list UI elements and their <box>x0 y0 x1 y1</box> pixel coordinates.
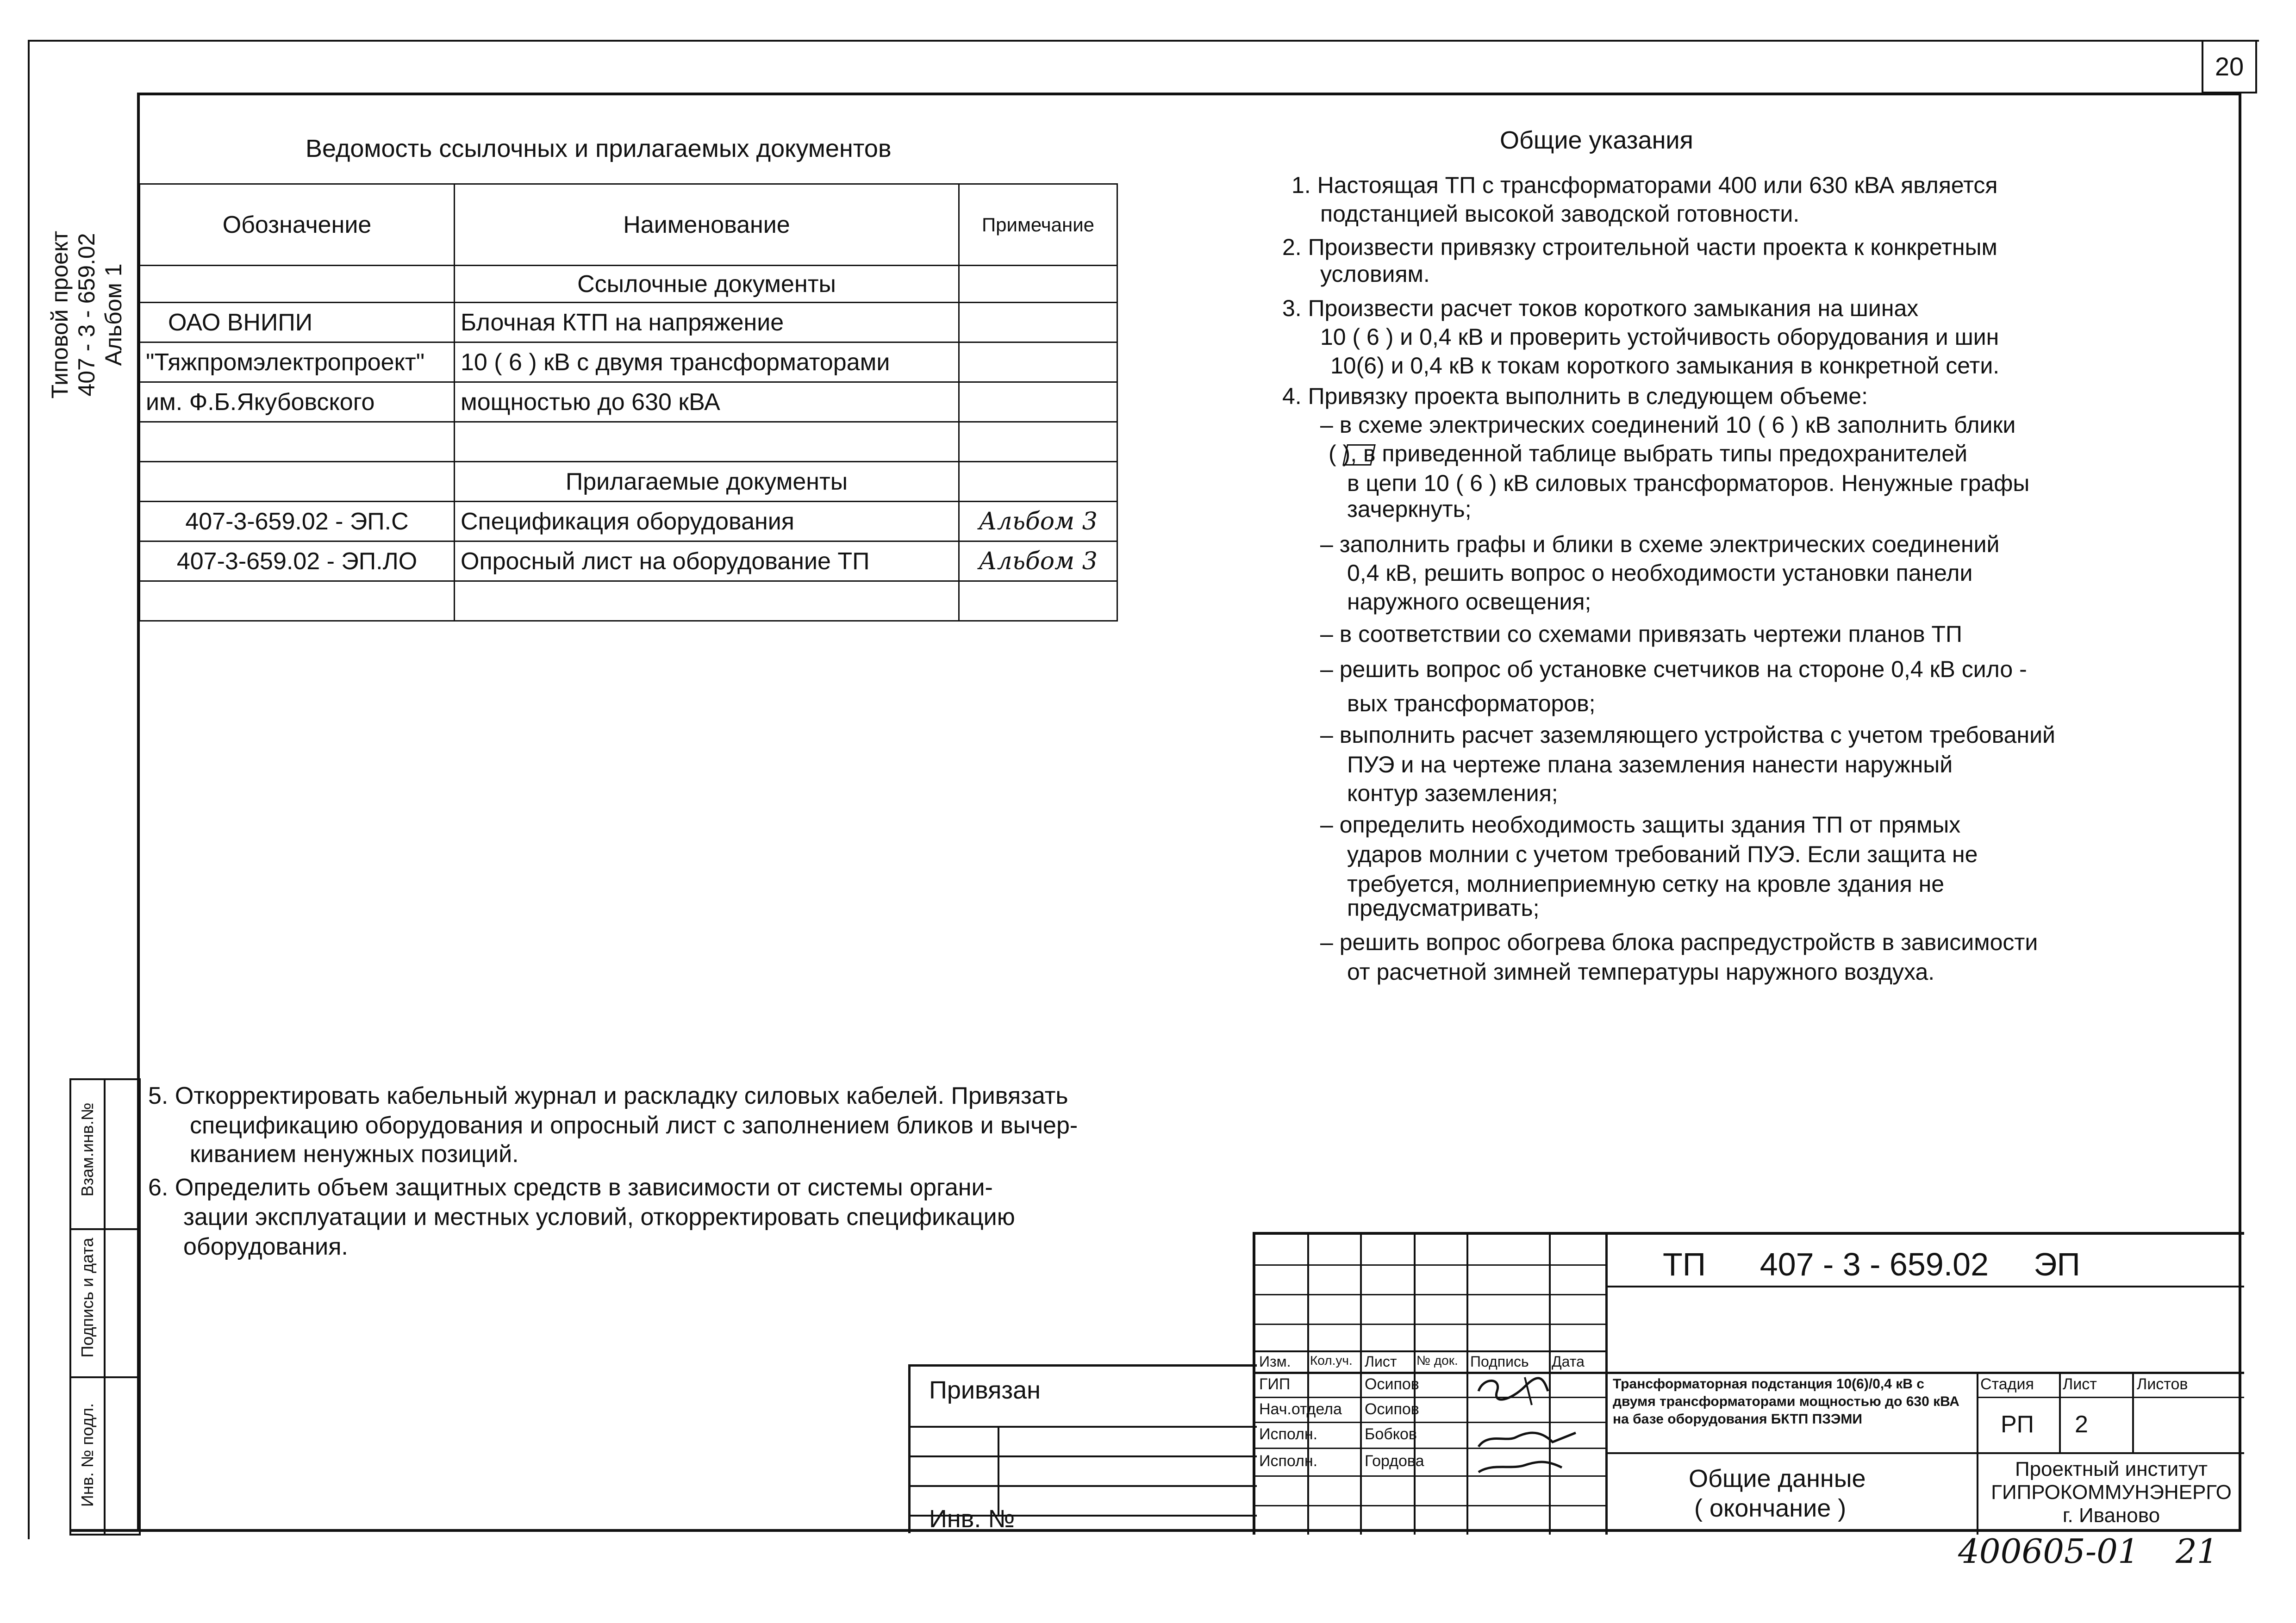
col-header-list: Лист <box>1365 1353 1397 1370</box>
general-line: наружного освещения; <box>1347 589 1591 615</box>
note-line: 6. Определить объем защитных средств в зависимости от системы органи- <box>148 1174 993 1201</box>
general-line: ПУЭ и на чертеже плана заземления нанести наружный <box>1347 752 1953 777</box>
general-line: зачеркнуть; <box>1347 496 1472 522</box>
ref-name: Блочная КТП на напряжение <box>455 303 959 342</box>
ref-name: мощностью до 630 кВА <box>455 382 959 422</box>
table-row <box>140 541 1117 581</box>
general-line: 10(6) и 0,4 кВ к токам короткого замыкания в конкретной сети. <box>1330 353 2000 379</box>
ref-header-designation: Обозначение <box>140 184 455 266</box>
left-stamp <box>69 1078 141 1536</box>
role-person: Бобков <box>1365 1425 1417 1443</box>
role-label: ГИП <box>1259 1375 1291 1393</box>
table-row <box>140 502 1117 541</box>
general-line: подстанцией высокой заводской готовности. <box>1320 201 1800 227</box>
sheets-label: Листов <box>2137 1375 2188 1393</box>
role-person: Гордова <box>1365 1452 1424 1470</box>
att-note: Альбом 3 <box>959 502 1117 541</box>
general-line: – решить вопрос об установке счетчиков на стороне 0,4 кВ сило - <box>1320 656 2027 682</box>
frame-left <box>28 40 30 1539</box>
role-person: Осипов <box>1365 1375 1419 1393</box>
general-line: 4. Привязку проекта выполнить в следующем объеме: <box>1282 383 1868 409</box>
note-line: киванием ненужных позиций. <box>190 1141 519 1168</box>
role-label: Нач.отдела <box>1259 1400 1342 1418</box>
table-row <box>140 382 1117 422</box>
role-person: Осипов <box>1365 1400 1419 1418</box>
stage-label: Стадия <box>1980 1375 2034 1393</box>
doc-title-line1: Общие данные <box>1689 1465 1866 1492</box>
ref-header-note: Примечание <box>959 184 1117 266</box>
binding-label: Привязан <box>929 1376 1041 1404</box>
att-name: Спецификация оборудования <box>455 502 959 541</box>
side-stamp-line3: Альбом 1 <box>100 263 126 366</box>
archive-number: 400605-01 <box>1958 1532 2139 1571</box>
general-line: ( ), в приведенной таблице выбрать типы предохранителей <box>1329 441 1968 466</box>
document-code: ТП 407 - 3 - 659.02 ЭП <box>1663 1246 2080 1282</box>
note-line: спецификацию оборудования и опросный лист с заполнением бликов и вычер- <box>190 1112 1078 1139</box>
blank-box-icon <box>1342 444 1376 466</box>
ref-section-linked: Ссылочные документы <box>455 266 959 303</box>
general-line: предусматривать; <box>1347 895 1540 921</box>
ref-name: 10 ( 6 ) кВ с двумя трансформаторами <box>455 342 959 382</box>
side-stamp-line2: 407 - 3 - 659.02 <box>74 233 100 397</box>
general-line: – выполнить расчет заземляющего устройства с учетом требований <box>1320 722 2055 748</box>
general-line: ударов молнии с учетом требований ПУЭ. Если защита не <box>1347 841 1978 867</box>
references-title: Ведомость ссылочных и прилагаемых документов <box>306 135 892 162</box>
sheet-number-box <box>2202 42 2257 93</box>
att-designation: 407-3-659.02 - ЭП.ЛО <box>140 541 455 581</box>
table-row <box>140 342 1117 382</box>
title-block <box>1253 1232 2244 1535</box>
table-row <box>140 303 1117 342</box>
note-line: зации эксплуатации и местных условий, откорректировать спецификацию <box>183 1204 1015 1231</box>
note-line: оборудования. <box>183 1233 348 1260</box>
general-line: контур заземления; <box>1347 780 1558 806</box>
general-line: в цепи 10 ( 6 ) кВ силовых трансформаторов. Ненужные графы <box>1347 470 2030 496</box>
col-header-izm: Изм. <box>1259 1353 1291 1370</box>
references-table <box>139 183 1118 622</box>
note-line: 5. Откорректировать кабельный журнал и раскладку силовых кабелей. Привязать <box>148 1082 1068 1109</box>
binding-block <box>908 1364 1257 1533</box>
stamp-col-2: Подпись и дата <box>78 1237 97 1358</box>
general-line: – заполнить графы и блики в схеме электрических соединений <box>1320 531 2000 557</box>
general-line: 10 ( 6 ) и 0,4 кВ и проверить устойчивость оборудования и шин <box>1320 324 1999 350</box>
col-header-signature: Подпись <box>1470 1353 1529 1370</box>
archive-sheet: 21 <box>2176 1532 2218 1571</box>
ref-designation: ОАО ВНИПИ <box>140 303 455 342</box>
org-line1: Проектный институт <box>2015 1458 2208 1480</box>
att-designation: 407-3-659.02 - ЭП.С <box>140 502 455 541</box>
col-header-doc: № док. <box>1416 1353 1458 1368</box>
org-line2: ГИПРОКОММУНЭНЕРГО <box>1991 1481 2232 1504</box>
ref-note <box>959 382 1117 422</box>
general-line: 1. Настоящая ТП с трансформаторами 400 или 630 кВА является <box>1292 172 1998 198</box>
stamp-col-1: Взам.инв.№ <box>78 1102 97 1197</box>
side-stamp-line1: Типовой проект <box>47 230 73 399</box>
general-line: – решить вопрос обогрева блока распредустройств в зависимости <box>1320 929 2038 955</box>
org-line3: г. Иваново <box>2062 1504 2160 1527</box>
ref-section-attached: Прилагаемые документы <box>455 462 959 502</box>
inner-top <box>137 93 2240 95</box>
sheet-value: 2 <box>2075 1411 2088 1438</box>
general-line: требуется, молниеприемную сетку на кровле здания не <box>1347 871 1945 897</box>
ref-designation: "Тяжпромэлектропроект" <box>140 342 455 382</box>
object-description: Трансформаторная подстанция 10(6)/0,4 кВ с двумя трансформаторами мощностью до 630 кВА на базе оборудования БКТП ПЗЭМИ <box>1613 1376 1959 1427</box>
doc-title-line2: ( окончание ) <box>1694 1494 1847 1522</box>
general-line: 2. Произвести привязку строительной части проекта к конкретным <box>1282 234 1997 260</box>
sheet-label: Лист <box>2063 1375 2097 1393</box>
general-line: 0,4 кВ, решить вопрос о необходимости установки панели <box>1347 560 1973 586</box>
ref-designation: им. Ф.Б.Якубовского <box>140 382 455 422</box>
att-name: Опросный лист на оборудование ТП <box>455 541 959 581</box>
col-header-koluch: Кол.уч. <box>1310 1353 1353 1368</box>
ref-note <box>959 303 1117 342</box>
organization <box>1978 1458 2244 1527</box>
general-line: вых трансформаторов; <box>1347 690 1596 716</box>
side-stamp <box>46 230 126 551</box>
general-line: – определить необходимость защиты здания ТП от прямых <box>1320 812 1961 838</box>
role-label: Исполн. <box>1259 1452 1318 1470</box>
signature-marks <box>1469 1373 1590 1479</box>
stamp-col-3: Инв. № подл. <box>78 1403 97 1507</box>
sheet-number: 20 <box>2215 52 2244 81</box>
frame-top <box>28 40 2259 42</box>
general-line: от расчетной зимней температуры наружного воздуха. <box>1347 959 1935 985</box>
role-label: Исполн. <box>1259 1425 1318 1443</box>
general-line: – в соответствии со схемами привязать чертежи планов ТП <box>1320 621 1962 647</box>
general-line: условиям. <box>1320 261 1430 287</box>
general-title: Общие указания <box>1500 126 1693 154</box>
inv-label: Инв. № <box>929 1505 1015 1533</box>
general-line: 3. Произвести расчет токов короткого замыкания на шинах <box>1282 295 1919 321</box>
att-note: Альбом 3 <box>959 541 1117 581</box>
general-line: – в схеме электрических соединений 10 ( 6 ) кВ заполнить блики <box>1320 412 2016 438</box>
col-header-date: Дата <box>1552 1353 1585 1370</box>
ref-header-name: Наименование <box>455 184 959 266</box>
stage-value: РП <box>2001 1411 2034 1438</box>
ref-note <box>959 342 1117 382</box>
